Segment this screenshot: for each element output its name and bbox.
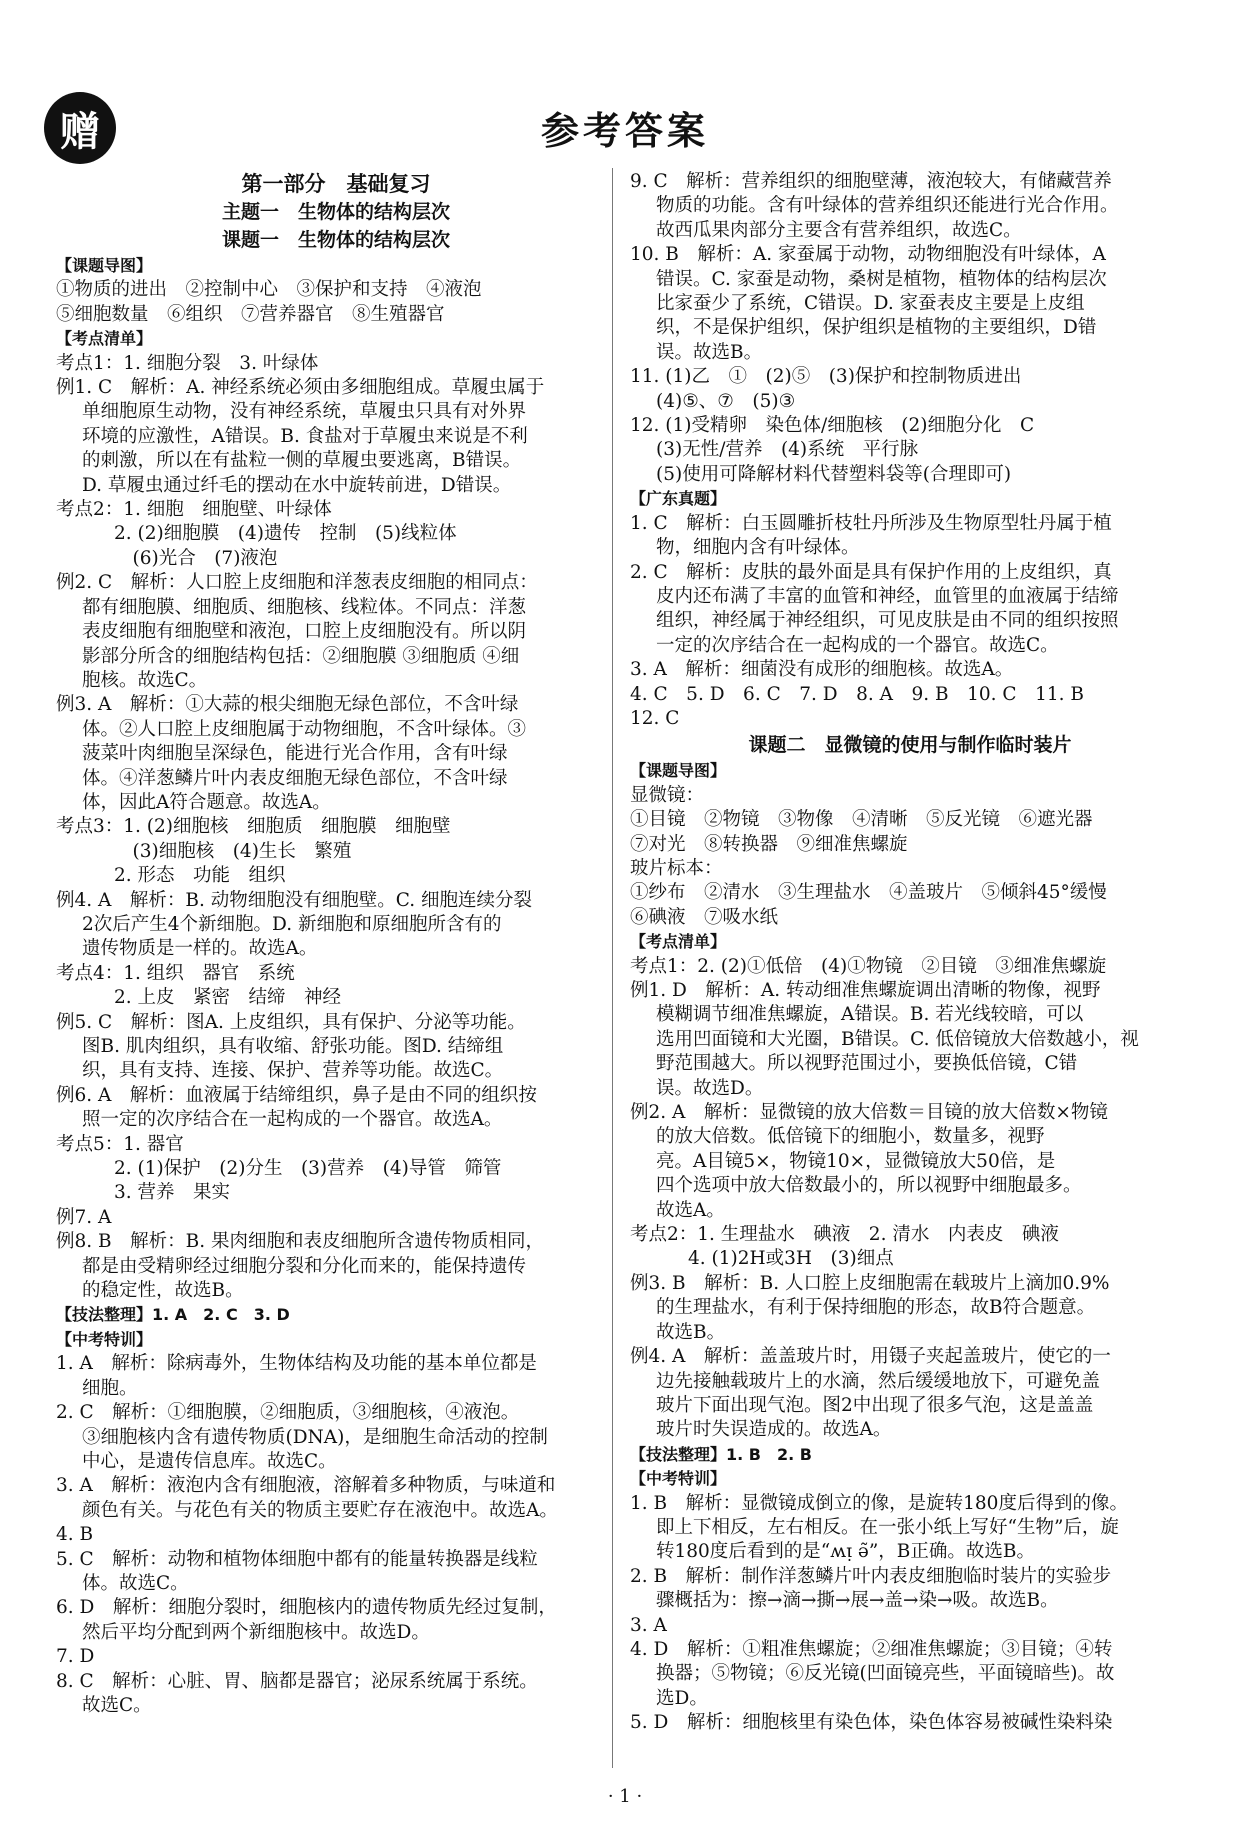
left-line: 都有细胞膜、细胞质、细胞核、线粒体。不同点：洋葱 xyxy=(82,596,527,618)
right-line: 【课题导图】 xyxy=(630,761,727,781)
right-line: 例4. A 解析：盖盖玻片时，用镊子夹起盖玻片，使它的一 xyxy=(630,1346,1111,1368)
right-line: 故西瓜果肉部分主要含有营养组织，故选C。 xyxy=(656,219,1022,241)
left-line: (3)细胞核 (4)生长 繁殖 xyxy=(114,840,352,862)
right-line: ⑥碘液 ⑦吸水纸 xyxy=(630,906,779,928)
right-line: 误。故选D。 xyxy=(656,1077,764,1099)
left-line: 胞核。故选C。 xyxy=(82,669,208,691)
left-line: 【课题导图】 xyxy=(56,256,153,275)
right-line: 转180度后看到的是“ʍᴉ ǝ̃”，B正确。故选B。 xyxy=(656,1541,1035,1563)
left-line: 都是由受精卵经过细胞分裂和分化而来的，能保持遗传 xyxy=(82,1255,527,1277)
right-line: 换器；⑤物镜；⑥反光镜(凹面镜亮些，平面镜暗些)。故 xyxy=(656,1663,1115,1685)
left-line: (6)光合 (7)液泡 xyxy=(114,547,278,569)
right-line: 玻片标本： xyxy=(630,857,723,879)
left-line: 环境的应激性，A错误。B. 食盐对于草履虫来说是不利 xyxy=(82,425,528,447)
left-line: 例7. A xyxy=(56,1206,112,1228)
right-line: 3. A xyxy=(630,1614,667,1636)
left-line: D. 草履虫通过纤毛的摆动在水中旋转前进，D错误。 xyxy=(82,474,512,496)
left-line: 菠菜叶肉细胞呈深绿色，能进行光合作用，含有叶绿 xyxy=(82,743,508,765)
right-line: 模糊调节细准焦螺旋，A错误。B. 若光线较暗，可以 xyxy=(656,1004,1084,1026)
right-line: 12. C xyxy=(630,707,680,729)
page-title: 参考答案 xyxy=(540,108,709,153)
left-line: 【技法整理】1. A 2. C 3. D xyxy=(56,1305,290,1325)
right-line: 亮。A目镜5×，物镜10×，显微镜放大50倍，是 xyxy=(656,1150,1056,1172)
left-line: ③细胞核内含有遗传物质(DNA)，是细胞生命活动的控制 xyxy=(82,1426,548,1448)
right-line: 错误。C. 家蚕是动物，桑树是植物，植物体的结构层次 xyxy=(656,268,1107,290)
right-line: 11. (1)乙 ① (2)⑤ (3)保护和控制物质进出 xyxy=(630,366,1022,388)
right-line: ⑦对光 ⑧转换器 ⑨细准焦螺旋 xyxy=(630,833,908,855)
left-line: 考点2：1. 细胞 细胞壁、叶绿体 xyxy=(56,499,332,521)
left-line: 2. 形态 功能 组织 xyxy=(114,865,286,887)
left-line: 故选C。 xyxy=(82,1694,152,1716)
right-line: 玻片下面出现气泡。图2中出现了很多气泡，这是盖盖 xyxy=(656,1394,1094,1416)
left-line: 7. D xyxy=(56,1646,95,1668)
left-line: 颜色有关。与花色有关的物质主要贮存在液泡中。故选A。 xyxy=(82,1499,558,1521)
right-line: 选用凹面镜和大光圈，B错误。C. 低倍镜放大倍数越小，视 xyxy=(656,1028,1139,1050)
right-line: ①纱布 ②清水 ③生理盐水 ④盖玻片 ⑤倾斜45°缓慢 xyxy=(630,882,1107,904)
right-column xyxy=(630,170,1190,1736)
right-line: 5. D 解析：细胞核里有染色体，染色体容易被碱性染料染 xyxy=(630,1712,1113,1734)
left-line: 例4. A 解析：B. 动物细胞没有细胞壁。C. 细胞连续分裂 xyxy=(56,889,533,911)
right-line: 12. (1)受精卵 染色体/细胞核 (2)细胞分化 C xyxy=(630,415,1035,437)
left-line: 然后平均分配到两个新细胞核中。故选D。 xyxy=(82,1621,430,1643)
left-line: 例3. A 解析：①大蒜的根尖细胞无绿色部位，不含叶绿 xyxy=(56,694,519,716)
left-line: 4. B xyxy=(56,1524,94,1546)
left-line: 1. A 解析：除病毒外，生物体结构及功能的基本单位都是 xyxy=(56,1353,537,1375)
left-line: 考点1：1. 细胞分裂 3. 叶绿体 xyxy=(56,352,319,374)
left-line: 2. (2)细胞膜 (4)遗传 控制 (5)线粒体 xyxy=(114,523,457,545)
left-line: 体，因此A符合题意。故选A。 xyxy=(82,791,331,813)
left-line: 织，具有支持、连接、保护、营养等功能。故选C。 xyxy=(82,1060,504,1082)
right-line: 课题二 显微镜的使用与制作临时装片 xyxy=(748,734,1072,757)
right-line: 例1. D 解析：A. 转动细准焦螺旋调出清晰的物像，视野 xyxy=(630,980,1101,1001)
right-line: 【技法整理】1. B 2. B xyxy=(630,1444,812,1464)
right-line: 皮内还布满了丰富的血管和神经，血管里的血液属于结缔 xyxy=(656,585,1119,607)
left-line: 单细胞原生动物，没有神经系统，草履虫只具有对外界 xyxy=(82,401,527,423)
right-line: 物质的功能。含有叶绿体的营养组织还能进行光合作用。 xyxy=(656,195,1119,217)
right-line: 选D。 xyxy=(656,1687,708,1709)
right-line: (4)⑤、⑦ (5)③ xyxy=(656,390,796,412)
right-line: 织，不是保护组织，保护组织是植物的主要组织，D错 xyxy=(656,317,1097,339)
left-line: 例1. C 解析：A. 神经系统必须由多细胞组成。草履虫属于 xyxy=(56,377,545,399)
left-line: 第一部分 基础复习 xyxy=(241,171,431,196)
left-line: 表皮细胞有细胞壁和液泡，口腔上皮细胞没有。所以阴 xyxy=(82,621,527,643)
left-line: 2. (1)保护 (2)分生 (3)营养 (4)导管 筛管 xyxy=(114,1158,502,1180)
left-line: 中心，是遗传信息库。故选C。 xyxy=(82,1450,337,1472)
left-line: 的稳定性，故选B。 xyxy=(82,1280,244,1302)
right-line: 组织，神经属于神经组织，可见皮肤是由不同的组织按照 xyxy=(656,610,1119,632)
left-line: 体。④洋葱鳞片叶内表皮细胞无绿色部位，不含叶绿 xyxy=(82,767,508,789)
left-column xyxy=(56,170,616,1718)
left-line: 2次后产生4个新细胞。D. 新细胞和原细胞所含有的 xyxy=(82,913,502,935)
left-line: 的刺激，所以在有盐粒一侧的草履虫要逃离，B错误。 xyxy=(82,450,522,472)
right-line: 玻片时失误造成的。故选A。 xyxy=(656,1419,892,1441)
right-line: 显微镜： xyxy=(630,784,705,806)
right-line: 误。故选B。 xyxy=(656,341,763,363)
left-line: 例5. C 解析：图A. 上皮组织，具有保护、分泌等功能。 xyxy=(56,1011,526,1033)
right-line: 4. C 5. D 6. C 7. D 8. A 9. B 10. C 11. B xyxy=(630,683,1084,705)
left-line: 2. C 解析：①细胞膜，②细胞质，③细胞核，④液泡。 xyxy=(56,1402,520,1424)
right-line: 骤概括为：擦→滴→撕→展→盖→染→吸。故选B。 xyxy=(656,1590,1059,1612)
right-line: 比家蚕少了系统，C错误。D. 家蚕表皮主要是上皮组 xyxy=(656,293,1085,315)
left-line: 体。故选C。 xyxy=(82,1572,189,1594)
right-line: 2. B 解析：制作洋葱鳞片叶内表皮细胞临时装片的实验步 xyxy=(630,1565,1112,1587)
right-line: 野范围越大。所以视野范围过小，要换低倍镜，C错 xyxy=(656,1053,1078,1075)
right-line: 的放大倍数。低倍镜下的细胞小，数量多，视野 xyxy=(656,1126,1045,1148)
right-line: 10. B 解析：A. 家蚕属于动物，动物细胞没有叶绿体，A xyxy=(630,244,1106,266)
right-line: (5)使用可降解材料代替塑料袋等(合理即可) xyxy=(656,463,1012,485)
gift-stamp-icon: 赠 xyxy=(44,92,116,164)
left-line: 考点4：1. 组织 器官 系统 xyxy=(56,962,295,984)
left-line: 课题一 生物体的结构层次 xyxy=(221,229,450,251)
right-line: 物，细胞内含有叶绿体。 xyxy=(656,537,860,559)
left-line: 考点5：1. 器官 xyxy=(56,1133,184,1155)
left-line: 照一定的次序结合在一起构成的一个器官。故选A。 xyxy=(82,1109,503,1131)
right-line: 考点2：1. 生理盐水 碘液 2. 清水 内表皮 碘液 xyxy=(630,1224,1059,1246)
left-line: 考点3：1. (2)细胞核 细胞质 细胞膜 细胞壁 xyxy=(56,816,451,838)
left-line: 8. C 解析：心脏、胃、脑都是器官；泌尿系统属于系统。 xyxy=(56,1670,538,1692)
right-line: 故选B。 xyxy=(656,1321,726,1343)
left-line: 6. D 解析：细胞分裂时，细胞核内的遗传物质先经过复制， xyxy=(56,1597,557,1619)
right-line: 1. C 解析：白玉圆雕折枝牡丹所涉及生物原型牡丹属于植 xyxy=(630,512,1112,534)
right-line: ①目镜 ②物镜 ③物像 ④清晰 ⑤反光镜 ⑥遮光器 xyxy=(630,809,1093,831)
left-line: 例6. A 解析：血液属于结缔组织，鼻子是由不同的组织按 xyxy=(56,1084,537,1106)
right-line: (3)无性/营养 (4)系统 平行脉 xyxy=(656,439,919,461)
right-line: 2. C 解析：皮肤的最外面是具有保护作用的上皮组织，真 xyxy=(630,561,1112,583)
left-line: 2. 上皮 紧密 结缔 神经 xyxy=(114,987,342,1009)
left-line: 主题一 生物体的结构层次 xyxy=(221,201,450,223)
right-line: 4. D 解析：①粗准焦螺旋；②细准焦螺旋；③目镜；④转 xyxy=(630,1638,1113,1660)
right-line: 9. C 解析：营养组织的细胞壁薄，液泡较大，有储藏营养 xyxy=(630,171,1112,192)
right-line: 考点1：2. (2)①低倍 (4)①物镜 ②目镜 ③细准焦螺旋 xyxy=(630,955,1107,977)
right-line: 四个选项中放大倍数最小的，所以视野中细胞最多。 xyxy=(656,1175,1082,1197)
right-line: 【广东真题】 xyxy=(630,489,727,509)
right-line: 1. B 解析：显微镜成倒立的像，是旋转180度后得到的像。 xyxy=(630,1492,1128,1514)
left-line: ①物质的进出 ②控制中心 ③保护和支持 ④液泡 xyxy=(56,279,482,301)
left-line: 5. C 解析：动物和植物体细胞中都有的能量转换器是线粒 xyxy=(56,1548,538,1570)
left-line: 例8. B 解析：B. 果肉细胞和表皮细胞所含遗传物质相同， xyxy=(56,1231,544,1253)
right-line: 4. (1)2H或3H (3)细点 xyxy=(688,1248,894,1270)
right-line: 故选A。 xyxy=(656,1199,725,1221)
left-line: 遗传物质是一样的。故选A。 xyxy=(82,938,318,960)
right-line: 例3. B 解析：B. 人口腔上皮细胞需在载玻片上滴加0.9% xyxy=(630,1272,1110,1294)
right-line: 3. A 解析：细菌没有成形的细胞核。故选A。 xyxy=(630,659,1014,681)
left-line: 体。②人口腔上皮细胞属于动物细胞，不含叶绿体。③ xyxy=(82,718,527,740)
left-line: 例2. C 解析：人口腔上皮细胞和洋葱表皮细胞的相同点： xyxy=(56,572,538,594)
right-line: 边先接触载玻片上的水滴，然后缓缓地放下，可避免盖 xyxy=(656,1370,1101,1392)
left-line: 影部分所含的细胞结构包括：②细胞膜 ③细胞质 ④细 xyxy=(82,645,520,667)
right-line: 【中考特训】 xyxy=(630,1469,727,1489)
page-number: · 1 · xyxy=(607,1786,643,1807)
right-line: 的生理盐水，有利于保持细胞的形态，故B符合题意。 xyxy=(656,1297,1096,1319)
left-line: 【考点清单】 xyxy=(56,329,153,349)
left-line: ⑤细胞数量 ⑥组织 ⑦营养器官 ⑧生殖器官 xyxy=(56,303,445,325)
left-line: 图B. 肌肉组织，具有收缩、舒张功能。图D. 结缔组 xyxy=(82,1036,504,1057)
left-line: 3. 营养 果实 xyxy=(114,1182,231,1204)
right-line: 一定的次序结合在一起构成的一个器官。故选C。 xyxy=(656,634,1059,656)
right-line: 例2. A 解析：显微镜的放大倍数＝目镜的放大倍数×物镜 xyxy=(630,1102,1108,1124)
right-line: 【考点清单】 xyxy=(630,932,727,952)
right-line: 即上下相反，左右相反。在一张小纸上写好“生物”后，旋 xyxy=(656,1516,1119,1538)
left-line: 3. A 解析：液泡内含有细胞液，溶解着多种物质，与味道和 xyxy=(56,1475,556,1497)
left-line: 细胞。 xyxy=(82,1377,138,1399)
left-line: 【中考特训】 xyxy=(56,1329,153,1349)
